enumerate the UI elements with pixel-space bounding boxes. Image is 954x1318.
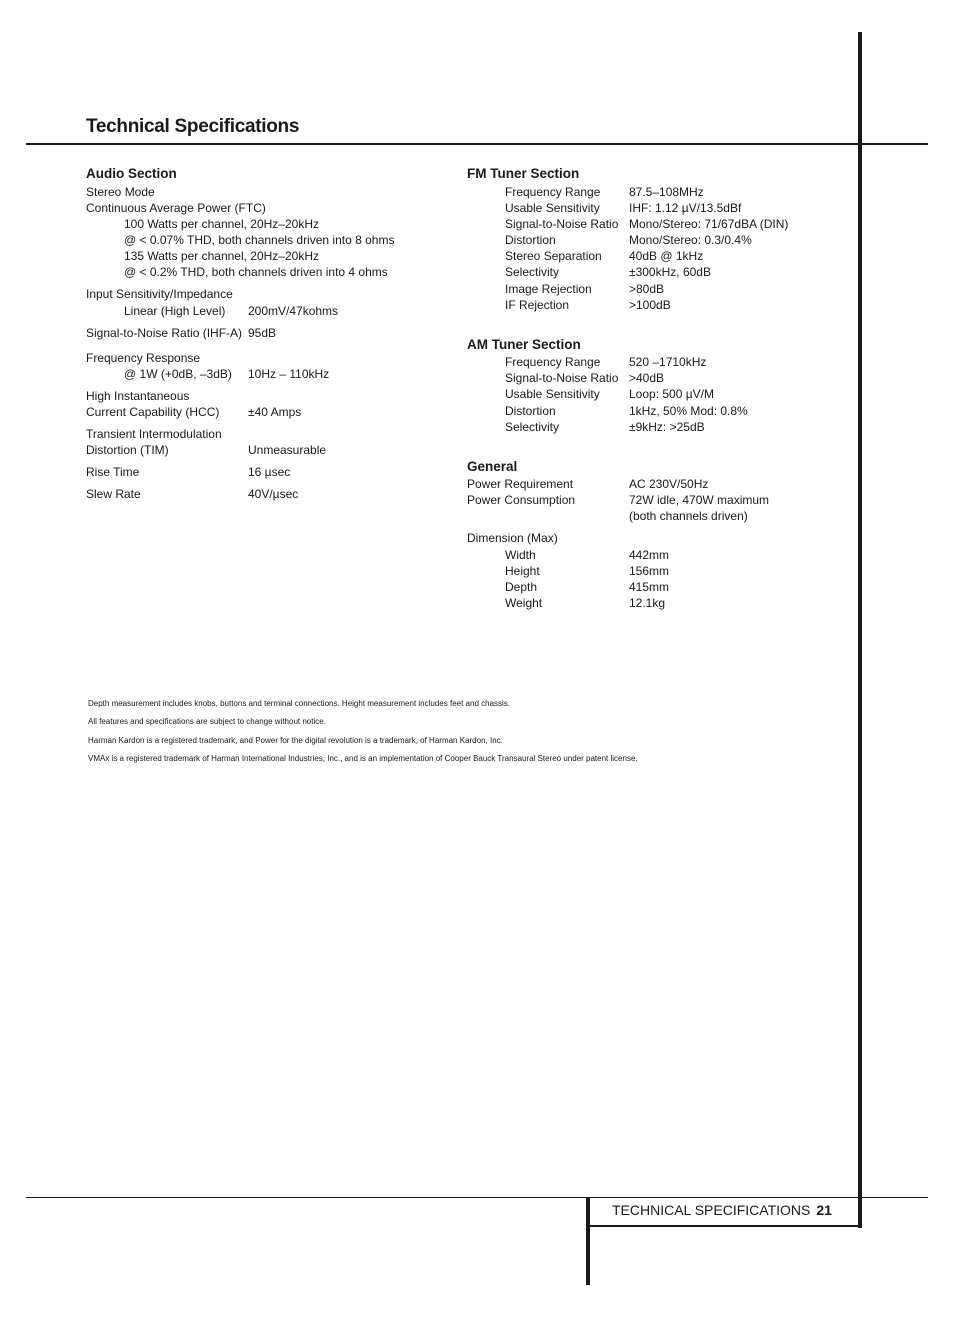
dimension-row-label: Width [505, 548, 536, 562]
fm-row-label: Frequency Range [505, 185, 601, 199]
fm-row-value: 40dB @ 1kHz [629, 249, 704, 263]
dimension-row-label: Height [505, 564, 540, 578]
rise-time-label: Rise Time [86, 465, 140, 479]
linear-label: Linear (High Level) [124, 304, 226, 318]
fm-row-value: >100dB [629, 298, 671, 312]
slew-rate-label: Slew Rate [86, 487, 141, 501]
am-row-label: Usable Sensitivity [505, 387, 600, 401]
linear-value: 200mV/47kohms [248, 304, 339, 318]
fm-row-value: 87.5–108MHz [629, 185, 704, 199]
fm-section-heading: FM Tuner Section [467, 166, 580, 181]
fm-row-value: ±300kHz, 60dB [629, 265, 711, 279]
header-rule [26, 143, 928, 145]
dimension-row-value: 442mm [629, 548, 670, 562]
tim-label-1: Transient Intermodulation [86, 427, 222, 441]
hcc-label-2: Current Capability (HCC) [86, 405, 220, 419]
fm-row-label: IF Rejection [505, 298, 570, 312]
fm-row-label: Selectivity [505, 265, 560, 279]
hcc-value: ±40 Amps [248, 405, 302, 419]
am-row-value: 1kHz, 50% Mod: 0.8% [629, 404, 748, 418]
footer-box-vertical-rule [586, 1197, 590, 1285]
power-requirement-label: Power Requirement [467, 477, 574, 491]
footer-label [612, 1202, 832, 1218]
tim-label-2: Distortion (TIM) [86, 443, 169, 457]
footnote: All features and specifications are subject to change without notice. [88, 717, 326, 726]
am-row-label: Selectivity [505, 420, 560, 434]
fm-row-value: IHF: 1.12 µV/13.5dBf [629, 201, 742, 215]
footnote: Depth measurement includes knobs, buttons and terminal connections. Height measurement includes feet and chassis. [88, 699, 511, 708]
dimension-row-value: 12.1kg [629, 596, 666, 610]
am-row-value: >40dB [629, 371, 665, 385]
power-line: @ < 0.07% THD, both channels driven into 8 ohms [124, 233, 395, 247]
am-row-value: 520 –1710kHz [629, 355, 707, 369]
input-sensitivity-label: Input Sensitivity/Impedance [86, 287, 233, 301]
frequency-response-label: Frequency Response [86, 351, 201, 365]
am-row-label: Frequency Range [505, 355, 601, 369]
snr-value: 95dB [248, 326, 277, 340]
page-number: 21 [816, 1202, 832, 1218]
rise-time-value: 16 µsec [248, 465, 291, 479]
am-row-value: ±9kHz: >25dB [629, 420, 705, 434]
fm-row-label: Stereo Separation [505, 249, 602, 263]
power-line: 135 Watts per channel, 20Hz–20kHz [124, 249, 319, 263]
hcc-label-1: High Instantaneous [86, 389, 190, 403]
footnote: VMAx is a registered trademark of Harman International Industries, Inc., and is an implementation of Cooper Bauck Transaural Stereo under patent license. [88, 754, 638, 763]
fm-row-label: Signal-to-Noise Ratio [505, 217, 619, 231]
tim-value: Unmeasurable [248, 443, 327, 457]
am-row-value: Loop: 500 µV/M [629, 387, 714, 401]
power-line: 100 Watts per channel, 20Hz–20kHz [124, 217, 319, 231]
fm-row-value: >80dB [629, 282, 665, 296]
right-vertical-rule [858, 32, 862, 1228]
footer-rule [26, 1197, 928, 1198]
audio-section-heading: Audio Section [86, 166, 177, 181]
power-consumption-label: Power Consumption [467, 493, 576, 507]
am-row-label: Signal-to-Noise Ratio [505, 371, 619, 385]
power-consumption-value-2: (both channels driven) [629, 509, 748, 523]
am-row-label: Distortion [505, 404, 556, 418]
power-consumption-value-1: 72W idle, 470W maximum [629, 493, 770, 507]
dimension-label: Dimension (Max) [467, 531, 558, 545]
power-requirement-value: AC 230V/50Hz [629, 477, 709, 491]
frequency-sub-label: @ 1W (+0dB, –3dB) [124, 367, 232, 381]
slew-rate-value: 40V/µsec [248, 487, 299, 501]
am-section-heading: AM Tuner Section [467, 337, 581, 352]
stereo-mode-label: Stereo Mode [86, 185, 155, 199]
footnote: Harman Kardon is a registered trademark, and Power for the digital revolution is a trademark, of Harman Kardon, Inc. [88, 736, 503, 745]
fm-row-label: Distortion [505, 233, 556, 247]
fm-row-label: Image Rejection [505, 282, 592, 296]
power-line: @ < 0.2% THD, both channels driven into 4 ohms [124, 265, 388, 279]
fm-row-value: Mono/Stereo: 71/67dBA (DIN) [629, 217, 789, 231]
fm-row-label: Usable Sensitivity [505, 201, 600, 215]
general-section-heading: General [467, 459, 518, 474]
frequency-response-value: 10Hz – 110kHz [248, 367, 330, 381]
dimension-row-value: 156mm [629, 564, 670, 578]
dimension-row-label: Depth [505, 580, 538, 594]
dimension-row-label: Weight [505, 596, 543, 610]
page-title: Technical Specifications [86, 116, 300, 137]
footer-section-label: TECHNICAL SPECIFICATIONS [612, 1202, 811, 1218]
dimension-row-value: 415mm [629, 580, 670, 594]
snr-label: Signal-to-Noise Ratio (IHF-A) [86, 326, 243, 340]
continuous-power-label: Continuous Average Power (FTC) [86, 201, 266, 215]
footer-box-bottom-rule [586, 1225, 862, 1227]
fm-row-value: Mono/Stereo: 0.3/0.4% [629, 233, 752, 247]
